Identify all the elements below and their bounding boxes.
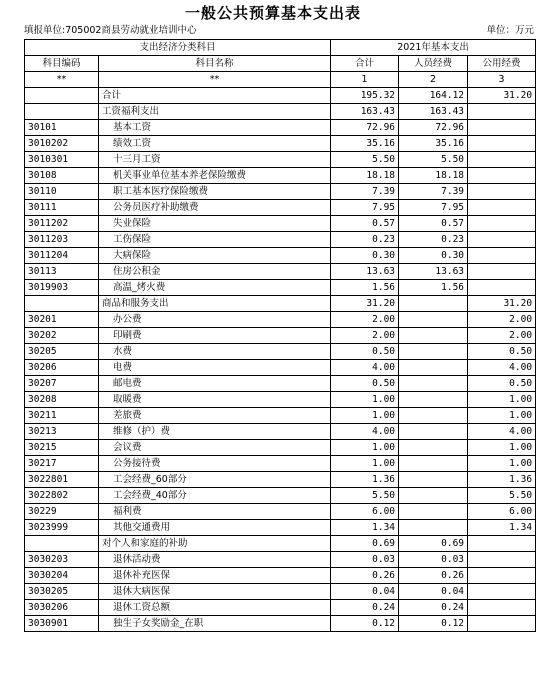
- row-name: 邮电费: [99, 376, 331, 392]
- index-name: **: [99, 72, 331, 88]
- row-total: 18.18: [331, 168, 399, 184]
- row-public: 4.00: [468, 424, 536, 440]
- header-econ-classification: 支出经济分类科目: [25, 40, 331, 56]
- table-row: [25, 200, 536, 216]
- row-public: 31.20: [468, 296, 536, 312]
- row-code: 30206: [25, 360, 99, 376]
- row-personnel: [399, 360, 468, 376]
- row-personnel: [399, 312, 468, 328]
- table-row: [25, 552, 536, 568]
- row-public: [468, 616, 536, 632]
- row-personnel: 0.30: [399, 248, 468, 264]
- page-title: 一般公共预算基本支出表: [184, 4, 361, 22]
- row-personnel: [399, 520, 468, 536]
- table-row: [25, 616, 536, 632]
- row-code: 30101: [25, 120, 99, 136]
- table-row: [25, 568, 536, 584]
- row-name: 工伤保险: [99, 232, 331, 248]
- row-code: 30110: [25, 184, 99, 200]
- row-public: [468, 104, 536, 120]
- row-personnel: [399, 504, 468, 520]
- row-code: 30215: [25, 440, 99, 456]
- table-row: [25, 328, 536, 344]
- row-personnel: 0.24: [399, 600, 468, 616]
- row-public: [468, 232, 536, 248]
- row-public: [468, 568, 536, 584]
- row-code: 30207: [25, 376, 99, 392]
- row-name: 退休大病医保: [99, 584, 331, 600]
- row-total: 0.30: [331, 248, 399, 264]
- row-public: 1.00: [468, 440, 536, 456]
- row-code: 3030203: [25, 552, 99, 568]
- row-public: [468, 120, 536, 136]
- row-public: [468, 136, 536, 152]
- row-code: 3023999: [25, 520, 99, 536]
- row-public: 1.36: [468, 472, 536, 488]
- table-row: [25, 280, 536, 296]
- row-name: 基本工资: [99, 120, 331, 136]
- row-public: 1.00: [468, 456, 536, 472]
- row-total: 13.63: [331, 264, 399, 280]
- row-total: 2.00: [331, 312, 399, 328]
- row-personnel: 0.23: [399, 232, 468, 248]
- row-public: 4.00: [468, 360, 536, 376]
- row-public: [468, 264, 536, 280]
- table-row: [25, 600, 536, 616]
- row-public: 31.20: [468, 88, 536, 104]
- table-row: [25, 360, 536, 376]
- row-total: 1.56: [331, 280, 399, 296]
- row-name: 失业保险: [99, 216, 331, 232]
- row-total: 6.00: [331, 504, 399, 520]
- row-total: 0.03: [331, 552, 399, 568]
- row-name: 维修（护）费: [99, 424, 331, 440]
- row-personnel: [399, 488, 468, 504]
- row-personnel: 72.96: [399, 120, 468, 136]
- row-personnel: 7.95: [399, 200, 468, 216]
- row-code: [25, 104, 99, 120]
- row-personnel: [399, 424, 468, 440]
- row-total: 5.50: [331, 152, 399, 168]
- header-public: 公用经费: [468, 56, 536, 72]
- row-personnel: [399, 344, 468, 360]
- header-basic-expenditure: 2021年基本支出: [331, 40, 536, 56]
- table-row: [25, 472, 536, 488]
- row-name: 退休补充医保: [99, 568, 331, 584]
- header-index-row: [25, 72, 536, 88]
- row-name: 住房公积金: [99, 264, 331, 280]
- row-code: [25, 296, 99, 312]
- row-name: 大病保险: [99, 248, 331, 264]
- row-name: 水费: [99, 344, 331, 360]
- row-code: 30205: [25, 344, 99, 360]
- row-code: 30211: [25, 408, 99, 424]
- row-total: 1.00: [331, 456, 399, 472]
- currency-unit: 单位：万元: [486, 25, 534, 36]
- row-code: 3022801: [25, 472, 99, 488]
- row-total: 1.34: [331, 520, 399, 536]
- row-public: [468, 552, 536, 568]
- row-code: 30111: [25, 200, 99, 216]
- row-code: 3010202: [25, 136, 99, 152]
- row-name: 会议费: [99, 440, 331, 456]
- row-name: 退休工资总额: [99, 600, 331, 616]
- row-public: 2.00: [468, 312, 536, 328]
- row-total: 0.24: [331, 600, 399, 616]
- row-personnel: [399, 440, 468, 456]
- row-total: 0.12: [331, 616, 399, 632]
- row-code: 3030204: [25, 568, 99, 584]
- row-personnel: [399, 408, 468, 424]
- row-total: 72.96: [331, 120, 399, 136]
- row-personnel: [399, 328, 468, 344]
- row-public: [468, 152, 536, 168]
- row-public: 1.00: [468, 392, 536, 408]
- table-row: [25, 312, 536, 328]
- table-row: [25, 120, 536, 136]
- table-row: [25, 216, 536, 232]
- row-code: 30213: [25, 424, 99, 440]
- row-name: 办公费: [99, 312, 331, 328]
- row-code: 30208: [25, 392, 99, 408]
- row-code: 30201: [25, 312, 99, 328]
- table-body: [25, 88, 536, 632]
- row-total: 4.00: [331, 424, 399, 440]
- row-code: [25, 88, 99, 104]
- row-personnel: 0.03: [399, 552, 468, 568]
- row-personnel: 18.18: [399, 168, 468, 184]
- table-row: [25, 408, 536, 424]
- row-name: 工会经费_40部分: [99, 488, 331, 504]
- row-name: 对个人和家庭的补助: [99, 536, 331, 552]
- header-total: 合计: [331, 56, 399, 72]
- row-public: [468, 184, 536, 200]
- table-row: [25, 376, 536, 392]
- index-personnel: 2: [399, 72, 468, 88]
- table-row: [25, 456, 536, 472]
- row-personnel: 0.69: [399, 536, 468, 552]
- row-name: 绩效工资: [99, 136, 331, 152]
- row-total: 0.23: [331, 232, 399, 248]
- table-row: [25, 184, 536, 200]
- table-row: [25, 504, 536, 520]
- table-row: [25, 584, 536, 600]
- row-code: 3010301: [25, 152, 99, 168]
- row-code: 30202: [25, 328, 99, 344]
- row-name: 退休活动费: [99, 552, 331, 568]
- table-row: [25, 168, 536, 184]
- row-personnel: 0.12: [399, 616, 468, 632]
- row-code: 3011202: [25, 216, 99, 232]
- row-name: 工会经费_60部分: [99, 472, 331, 488]
- row-code: [25, 536, 99, 552]
- row-public: 0.50: [468, 376, 536, 392]
- header-personnel: 人员经费: [399, 56, 468, 72]
- expenditure-table: [24, 39, 536, 632]
- row-name: 工资福利支出: [99, 104, 331, 120]
- header-name: 科目名称: [99, 56, 331, 72]
- header-group-row: [25, 40, 536, 56]
- row-name: 独生子女奖励金_在职: [99, 616, 331, 632]
- table-row: [25, 344, 536, 360]
- row-total: 4.00: [331, 360, 399, 376]
- table-row: [25, 424, 536, 440]
- row-personnel: 7.39: [399, 184, 468, 200]
- row-total: 2.00: [331, 328, 399, 344]
- table-row: [25, 104, 536, 120]
- row-public: [468, 536, 536, 552]
- row-public: [468, 584, 536, 600]
- row-name: 福利费: [99, 504, 331, 520]
- row-public: [468, 168, 536, 184]
- table-row: [25, 232, 536, 248]
- row-name: 其他交通费用: [99, 520, 331, 536]
- row-total: 163.43: [331, 104, 399, 120]
- row-name: 合计: [99, 88, 331, 104]
- row-name: 电费: [99, 360, 331, 376]
- table-row: [25, 264, 536, 280]
- table-row: [25, 248, 536, 264]
- row-code: 30108: [25, 168, 99, 184]
- row-public: [468, 200, 536, 216]
- row-public: [468, 216, 536, 232]
- table-row: [25, 536, 536, 552]
- row-total: 1.00: [331, 440, 399, 456]
- table-row: [25, 88, 536, 104]
- row-total: 35.16: [331, 136, 399, 152]
- row-personnel: 163.43: [399, 104, 468, 120]
- header-column-row: [25, 56, 536, 72]
- row-public: 1.34: [468, 520, 536, 536]
- row-total: 0.50: [331, 344, 399, 360]
- index-code: **: [25, 72, 99, 88]
- row-public: 2.00: [468, 328, 536, 344]
- row-code: 3011204: [25, 248, 99, 264]
- row-total: 31.20: [331, 296, 399, 312]
- row-personnel: [399, 376, 468, 392]
- report-meta: [24, 24, 534, 38]
- header-code: 科目编码: [25, 56, 99, 72]
- row-name: 差旅费: [99, 408, 331, 424]
- row-name: 公务员医疗补助缴费: [99, 200, 331, 216]
- row-code: 3019903: [25, 280, 99, 296]
- row-public: [468, 280, 536, 296]
- row-name: 高温_烤火费: [99, 280, 331, 296]
- table-row: [25, 296, 536, 312]
- table-row: [25, 392, 536, 408]
- row-personnel: 13.63: [399, 264, 468, 280]
- row-personnel: 0.26: [399, 568, 468, 584]
- row-code: 3030205: [25, 584, 99, 600]
- row-total: 0.57: [331, 216, 399, 232]
- table-row: [25, 488, 536, 504]
- row-name: 职工基本医疗保险缴费: [99, 184, 331, 200]
- row-public: 0.50: [468, 344, 536, 360]
- row-total: 7.39: [331, 184, 399, 200]
- row-name: 印刷费: [99, 328, 331, 344]
- row-code: 30113: [25, 264, 99, 280]
- row-code: 3011203: [25, 232, 99, 248]
- row-name: 公务接待费: [99, 456, 331, 472]
- row-public: [468, 600, 536, 616]
- row-public: 5.50: [468, 488, 536, 504]
- row-public: 1.00: [468, 408, 536, 424]
- table-row: [25, 440, 536, 456]
- row-total: 1.00: [331, 392, 399, 408]
- row-name: 取暖费: [99, 392, 331, 408]
- row-total: 5.50: [331, 488, 399, 504]
- row-total: 0.26: [331, 568, 399, 584]
- row-personnel: 164.12: [399, 88, 468, 104]
- index-total: 1: [331, 72, 399, 88]
- row-personnel: 5.50: [399, 152, 468, 168]
- row-code: 3030206: [25, 600, 99, 616]
- row-total: 0.69: [331, 536, 399, 552]
- row-total: 1.36: [331, 472, 399, 488]
- row-name: 机关事业单位基本养老保险缴费: [99, 168, 331, 184]
- row-personnel: 35.16: [399, 136, 468, 152]
- table-row: [25, 136, 536, 152]
- row-code: 3030901: [25, 616, 99, 632]
- row-total: 1.00: [331, 408, 399, 424]
- row-code: 3022802: [25, 488, 99, 504]
- table-row: [25, 152, 536, 168]
- row-personnel: 0.04: [399, 584, 468, 600]
- row-public: 6.00: [468, 504, 536, 520]
- table-row: [25, 520, 536, 536]
- row-personnel: [399, 296, 468, 312]
- row-name: 商品和服务支出: [99, 296, 331, 312]
- reporting-unit: 填报单位:705002商县劳动就业培训中心: [24, 25, 197, 36]
- row-code: 30217: [25, 456, 99, 472]
- row-personnel: [399, 392, 468, 408]
- row-personnel: 1.56: [399, 280, 468, 296]
- row-personnel: 0.57: [399, 216, 468, 232]
- index-public: 3: [468, 72, 536, 88]
- row-personnel: [399, 456, 468, 472]
- row-name: 十三月工资: [99, 152, 331, 168]
- row-total: 195.32: [331, 88, 399, 104]
- row-total: 0.04: [331, 584, 399, 600]
- row-code: 30229: [25, 504, 99, 520]
- row-total: 0.50: [331, 376, 399, 392]
- row-public: [468, 248, 536, 264]
- row-personnel: [399, 472, 468, 488]
- row-total: 7.95: [331, 200, 399, 216]
